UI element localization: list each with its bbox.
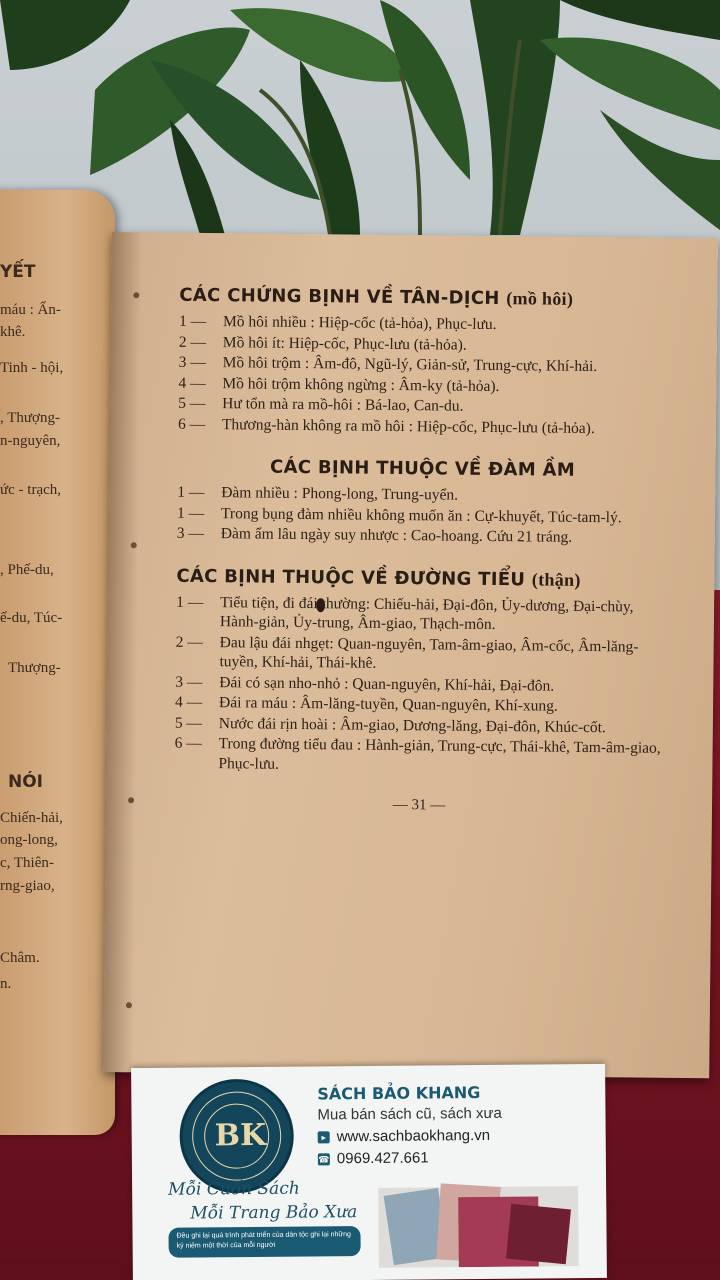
item-text: Trong đường tiểu đau : Hành-giản, Trung-cực, Thái-khê, Tam-âm-giao, Phục-lưu. xyxy=(218,735,661,773)
item-text: Đau lậu đái nhgẹt: Quan-nguyên, Tam-âm-giao, Âm-cốc, Âm-lăng-tuyền, Khí-hải, Thái-khê. xyxy=(219,633,639,672)
list-item xyxy=(176,592,666,636)
item-text: Đái có sạn nho-nhỏ : Quan-nguyên, Khí-hải, Đại-đôn. xyxy=(219,673,555,695)
list-item xyxy=(175,632,665,676)
section-duong-tieu xyxy=(174,565,666,778)
card-slogan-line2: Mỗi Trang Bảo Xưa xyxy=(190,1202,358,1224)
list-item xyxy=(177,524,667,549)
left-page-fragment: YẾT xyxy=(0,262,36,282)
section-title xyxy=(176,565,666,591)
item-number: 1 — xyxy=(176,504,205,522)
item-number: 5 — xyxy=(174,714,203,732)
card-phone-row xyxy=(318,1149,429,1167)
left-page-fragment: máu : Ẩn- xyxy=(0,302,61,318)
item-text: Tiểu tiện, đi đái thường: Chiếu-hải, Đại-đôn, Ủy-dương, Đại-chùy, Hành-giản, Ủy-trung, Âm-giao, Thạch-môn. xyxy=(219,593,634,634)
item-number: 5 — xyxy=(178,394,206,412)
left-page-fragment: n-nguyên, xyxy=(0,433,61,449)
logo-mark: BK xyxy=(214,1117,267,1154)
item-text: Đàm nhiều : Phong-long, Trung-uyển. xyxy=(221,484,459,504)
left-page-fragment: NÓI xyxy=(8,772,44,792)
item-number: 1 — xyxy=(176,593,204,611)
left-page-fragment: ế-du, Túc- xyxy=(0,610,63,626)
item-text: Đàm ẩm lâu ngày suy nhược : Cao-hoang. Cứu 21 tráng. xyxy=(220,525,573,546)
item-number: 3 — xyxy=(176,524,205,542)
binding-hole xyxy=(131,542,137,548)
card-slogan-line1: Mỗi Cuốn Sách xyxy=(168,1178,300,1200)
item-text: Nước đái rịn hoài : Âm-giao, Dương-lăng, Đại-đôn, Khúc-cốt. xyxy=(218,714,606,736)
left-page-fragment: ong-long, xyxy=(0,832,58,848)
card-website: www.sachbaokhang.vn xyxy=(336,1126,491,1146)
left-page-fragment: khê. xyxy=(0,324,26,340)
left-page-fragment: , Thượng- xyxy=(0,410,60,426)
right-book-page xyxy=(103,232,718,1078)
list-item xyxy=(178,414,668,439)
left-page-fragment: , Phế-du, xyxy=(0,562,54,578)
books-illustration xyxy=(378,1176,579,1268)
list-item xyxy=(174,734,664,778)
section-title-text: CÁC BỊNH THUỘC VỀ ĐÀM ẦM xyxy=(269,456,576,481)
item-number: 3 — xyxy=(175,673,203,691)
card-note: Đều ghi lại quá trình phát triển của dân tộc ghi lại những kỷ niệm một thời của mỗi người xyxy=(168,1226,360,1258)
card-tagline: Mua bán sách cũ, sách xưa xyxy=(317,1104,502,1124)
section-title-paren: (mồ hôi) xyxy=(506,288,574,309)
section-title xyxy=(179,285,669,311)
left-page-fragment: Chiến-hải, xyxy=(0,810,63,826)
phone-icon: ☎ xyxy=(318,1153,330,1164)
item-text: Hư tổn mà ra mồ-hôi : Bá-lao, Can-du. xyxy=(222,395,464,415)
page-number: — 31 — xyxy=(392,796,446,814)
binding-hole xyxy=(128,797,134,803)
left-page-fragment: c, Thiên- xyxy=(0,855,54,871)
left-book-page xyxy=(0,190,115,1135)
item-number: 6 — xyxy=(174,734,202,752)
section-tan-dich xyxy=(178,285,670,439)
item-number: 2 — xyxy=(178,333,207,351)
left-page-fragment: Châm. xyxy=(0,950,40,966)
item-number: 1 — xyxy=(178,312,207,330)
card-website-row xyxy=(318,1127,491,1146)
binding-hole xyxy=(133,292,139,298)
section-title-text: CÁC BỊNH THUỘC VỀ ĐƯỜNG TIỂU xyxy=(176,565,526,590)
cursor-icon: ▸ xyxy=(318,1131,330,1143)
business-card xyxy=(131,1064,607,1280)
item-number: 6 — xyxy=(177,415,206,433)
item-number: 2 — xyxy=(175,633,203,651)
item-text: Mồ hôi ít: Hiệp-cốc, Phục-lưu (tả-hỏa). xyxy=(222,333,467,354)
item-number: 3 — xyxy=(178,353,206,371)
left-page-fragment: ức - trạch, xyxy=(0,482,62,498)
item-number: 4 — xyxy=(174,693,203,711)
logo-badge xyxy=(179,1079,294,1194)
section-dam-am xyxy=(177,456,668,549)
left-page-fragment: n. xyxy=(0,976,12,992)
item-text: Mồ hôi nhiều : Hiệp-cốc (tả-hỏa), Phục-lưu. xyxy=(222,313,497,334)
item-text: Mồ hôi trộm : Âm-đô, Ngũ-lý, Giản-sử, Trung-cực, Khí-hải. xyxy=(222,354,598,376)
item-text: Mồ hôi trộm không ngừng : Âm-ky (tả-hỏa). xyxy=(222,374,500,395)
item-number: 4 — xyxy=(178,374,206,392)
section-title-text: CÁC CHỨNG BỊNH VỀ TÂN-DỊCH xyxy=(179,284,500,310)
item-number: 1 — xyxy=(177,483,205,501)
binding-hole xyxy=(126,1002,132,1008)
card-brand-name: SÁCH BẢO KHANG xyxy=(317,1083,481,1104)
section-title-paren: (thận) xyxy=(531,568,581,590)
left-page-fragment: Tinh - hội, xyxy=(0,360,64,376)
card-phone: 0969.427.661 xyxy=(336,1149,429,1168)
item-text: Đái ra máu : Âm-lăng-tuyền, Quan-nguyên, Khí-xung. xyxy=(218,694,558,715)
page-content xyxy=(174,285,669,817)
left-page-fragment: rng-giao, xyxy=(0,878,55,894)
item-text: Trong bụng đàm nhiều không muốn ăn : Cự-khuyết, Túc-tam-lý. xyxy=(220,504,622,526)
item-text: Thương-hàn không ra mồ hôi : Hiệp-cốc, Phục-lưu (tả-hỏa). xyxy=(221,415,595,437)
left-page-fragment: Thượng- xyxy=(8,660,61,676)
section-title xyxy=(177,456,667,482)
